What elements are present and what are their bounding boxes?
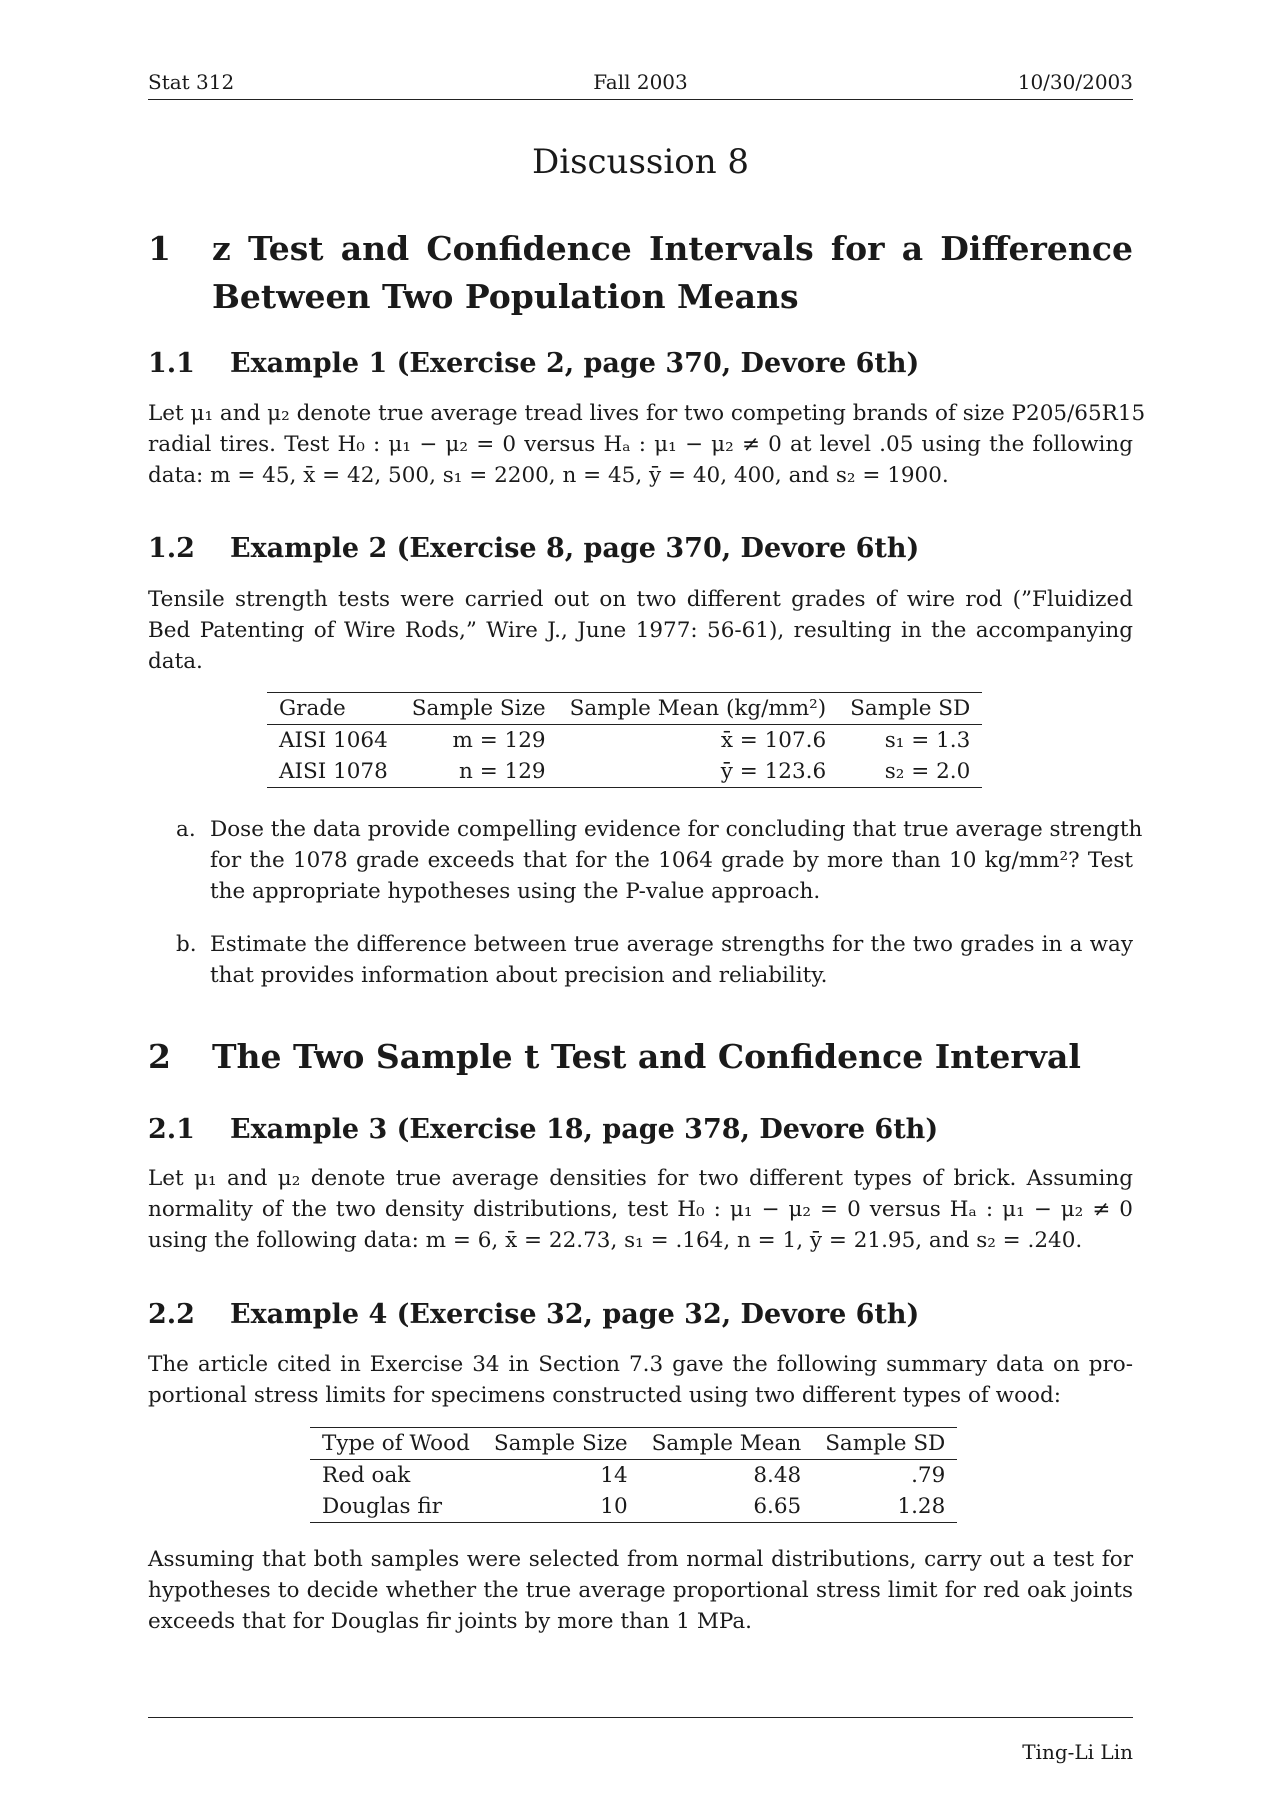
table-cell: x̄ = 107.6 <box>720 728 827 753</box>
table-cell: s₁ = 1.3 <box>884 728 971 753</box>
paragraph-line: exceeds that for Douglas fir joints by more than 1 MPa. <box>148 1609 752 1634</box>
table-cell: Red oak <box>322 1463 411 1488</box>
item-line: Estimate the difference between true average strengths for the two grades in a way <box>210 932 1133 957</box>
column-header: Sample Size <box>482 1428 640 1460</box>
paragraph-line: Let μ₁ and μ₂ denote true average tread lives for two competing brands of size P205/65R15 <box>148 401 1146 426</box>
subsection-title: Example 1 (Exercise 2, page 370, Devore 6th) <box>230 348 920 379</box>
table-cell: m = 129 <box>452 728 546 753</box>
column-header: Sample SD <box>838 693 982 725</box>
subsection-number: 2.1 <box>148 1114 195 1145</box>
item-label: b. <box>176 932 197 957</box>
table-cell: 14 <box>600 1463 628 1488</box>
table-cell: s₂ = 2.0 <box>838 756 982 788</box>
paragraph-line: Tensile strength tests were carried out on two different grades of wire rod (”Fluidized <box>148 587 1133 612</box>
table-cell: 10 <box>482 1491 640 1523</box>
wire-rod-table <box>267 692 982 788</box>
section-title: The Two Sample t Test and Confidence Interval <box>212 1037 1081 1076</box>
table-header-row <box>267 693 982 725</box>
paragraph-line: hypotheses to decide whether the true average proportional stress limit for red oak joints <box>148 1578 1133 1603</box>
paragraph-line: normality of the two density distributions, test H₀ : μ₁ − μ₂ = 0 versus Hₐ : μ₁ − μ₂ ≠ 0 <box>148 1197 1133 1222</box>
subsection-title: Example 2 (Exercise 8, page 370, Devore 6th) <box>230 533 920 564</box>
term-label: Fall 2003 <box>593 70 688 94</box>
section-title-line: z Test and Confidence Intervals for a Difference <box>212 229 1133 268</box>
table-row <box>310 1460 957 1492</box>
paragraph-line: The article cited in Exercise 34 in Section 7.3 gave the following summary data on pro- <box>148 1352 1133 1377</box>
table-cell: 1.28 <box>813 1491 957 1523</box>
subsection-number: 2.2 <box>148 1299 195 1330</box>
example-2-paragraph <box>148 584 1133 677</box>
item-label: a. <box>176 817 196 842</box>
example-4-question <box>148 1544 1133 1637</box>
table-cell: Douglas fir <box>310 1491 482 1523</box>
column-header: Sample SD <box>813 1428 957 1460</box>
item-line: the appropriate hypotheses using the P-value approach. <box>210 879 821 904</box>
table-cell: 8.48 <box>753 1463 802 1488</box>
paragraph-line: portional stress limits for specimens constructed using two different types of wood: <box>148 1383 1061 1408</box>
paragraph-line: Let μ₁ and μ₂ denote true average densities for two different types of brick. Assuming <box>148 1166 1133 1191</box>
paragraph-line: Assuming that both samples were selected from normal distributions, carry out a test for <box>148 1547 1133 1572</box>
table-cell: 6.65 <box>640 1491 814 1523</box>
table-header-row <box>310 1428 957 1460</box>
table-row <box>267 756 982 788</box>
subsection-title: Example 4 (Exercise 32, page 32, Devore 6th) <box>230 1299 920 1330</box>
paragraph-line: using the following data: m = 6, x̄ = 22.73, s₁ = .164, n = 1, ȳ = 21.95, and s₂ = .240. <box>148 1228 1083 1253</box>
table-cell: AISI 1078 <box>267 756 400 788</box>
document-page <box>148 0 1146 1811</box>
course-label: Stat 312 <box>148 70 235 94</box>
column-header: Sample Mean <box>640 1428 814 1460</box>
section-title-line: Between Two Population Means <box>212 277 799 316</box>
column-header: Sample Size <box>400 693 558 725</box>
table-row <box>310 1491 957 1523</box>
example-4-paragraph <box>148 1349 1133 1411</box>
header-rule <box>148 99 1133 100</box>
paragraph-line: Bed Patenting of Wire Rods,” Wire J., June 1977: 56-61), resulting in the accompanying <box>148 618 1133 643</box>
subsection-number: 1.2 <box>148 533 195 564</box>
page-title: Discussion 8 <box>531 142 750 182</box>
table-cell: .79 <box>911 1463 946 1488</box>
page-header <box>148 70 1133 100</box>
example-3-paragraph <box>148 1163 1133 1256</box>
item-line: for the 1078 grade exceeds that for the 1064 grade by more than 10 kg/mm²? Test <box>210 848 1133 873</box>
table-cell: ȳ = 123.6 <box>558 756 839 788</box>
table-cell: AISI 1064 <box>279 728 388 753</box>
paragraph-line: data. <box>148 649 203 674</box>
wood-table <box>310 1427 957 1523</box>
item-body <box>210 929 1133 991</box>
author-name: Ting-Li Lin <box>1022 1740 1133 1764</box>
subsection-number: 1.1 <box>148 348 195 379</box>
column-header: Sample Mean (kg/mm²) <box>558 693 839 725</box>
subsection-title: Example 3 (Exercise 18, page 378, Devore 6th) <box>230 1114 939 1145</box>
section-number: 1 <box>148 229 171 268</box>
paragraph-line: data: m = 45, x̄ = 42, 500, s₁ = 2200, n = 45, ȳ = 40, 400, and s₂ = 1900. <box>148 463 949 488</box>
column-header: Grade <box>267 693 400 725</box>
example-1-paragraph <box>148 398 1146 491</box>
column-header: Type of Wood <box>310 1428 482 1460</box>
table-cell: n = 129 <box>400 756 558 788</box>
item-body <box>210 814 1143 907</box>
item-line: Dose the data provide compelling evidence for concluding that true average strength <box>210 817 1143 842</box>
date-label: 10/30/2003 <box>1017 70 1133 94</box>
item-line: that provides information about precision and reliability. <box>210 963 828 988</box>
table-row <box>267 725 982 757</box>
paragraph-line: radial tires. Test H₀ : μ₁ − μ₂ = 0 versus Hₐ : μ₁ − μ₂ ≠ 0 at level .05 using the following <box>148 432 1133 457</box>
footer-rule <box>148 1717 1133 1718</box>
section-title <box>212 225 1133 321</box>
section-number: 2 <box>148 1037 171 1076</box>
